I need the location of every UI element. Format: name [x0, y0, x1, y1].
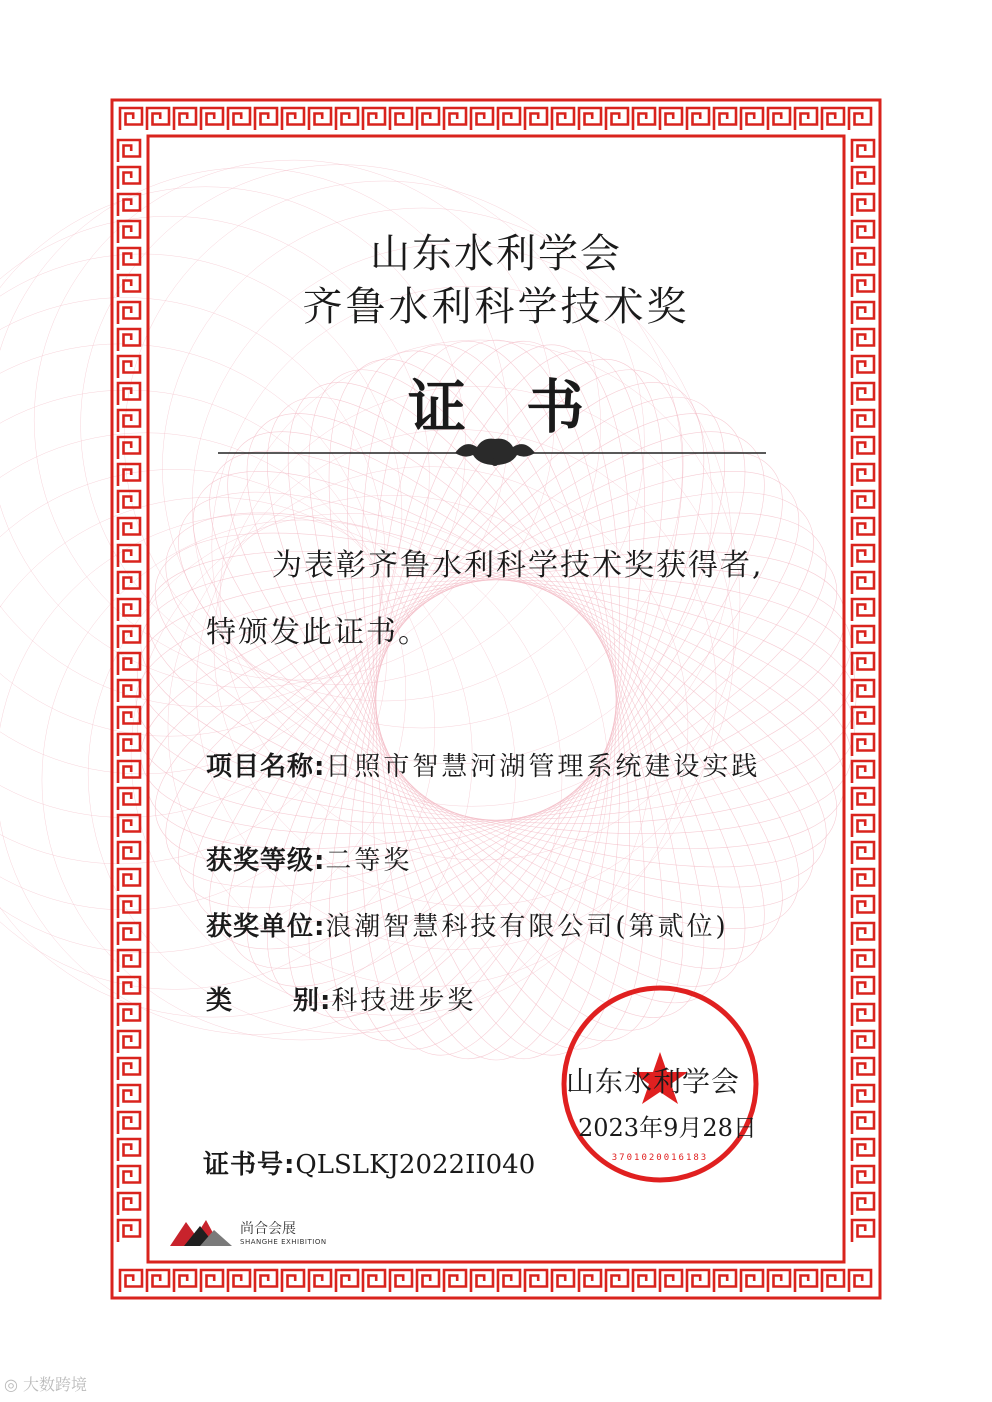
award-level-field	[206, 840, 412, 877]
project-name-label: 项目名称:	[206, 752, 326, 782]
watermark	[4, 1372, 87, 1395]
category-label	[206, 986, 331, 1016]
issuer-name: 山东水利学会	[566, 1065, 741, 1098]
category-label-part1: 类	[206, 986, 234, 1016]
society-title: 山东水利学会	[370, 231, 622, 277]
svg-text:3701020016183: 3701020016183	[611, 1153, 709, 1163]
certificate-number-label: 证书号:	[203, 1150, 296, 1180]
category-value: 科技进步奖	[331, 986, 477, 1016]
project-name-value: 日照市智慧河湖管理系统建设实践	[325, 752, 761, 782]
logo-name: 尚合会展	[240, 1221, 296, 1237]
award-title: 齐鲁水利科学技术奖	[302, 284, 690, 330]
award-level-label: 获奖等级:	[206, 846, 326, 876]
project-name-field	[206, 746, 760, 783]
award-unit-field	[206, 906, 729, 943]
watermark-text: 大数跨境	[23, 1375, 88, 1394]
certificate-heading: 证书	[407, 373, 644, 441]
commendation-line-1: 为表彰齐鲁水利科学技术奖获得者,	[272, 548, 764, 583]
award-unit-value: 浪潮智慧科技有限公司(第贰位)	[325, 912, 729, 942]
category-label-part2: 别:	[293, 986, 332, 1016]
certificate-number	[203, 1144, 535, 1181]
award-unit-label: 获奖单位:	[206, 912, 326, 942]
commendation-line-2: 特颁发此证书。	[206, 615, 430, 650]
certificate-number-value: QLSLKJ2022II040	[295, 1150, 536, 1180]
issue-date: 2023年9月28日	[578, 1114, 757, 1142]
weibo-icon: ◎	[4, 1375, 24, 1394]
logo-subtitle: SHANGHE EXHIBITION	[240, 1238, 327, 1246]
category-field	[206, 980, 476, 1017]
award-level-value: 二等奖	[325, 846, 413, 876]
